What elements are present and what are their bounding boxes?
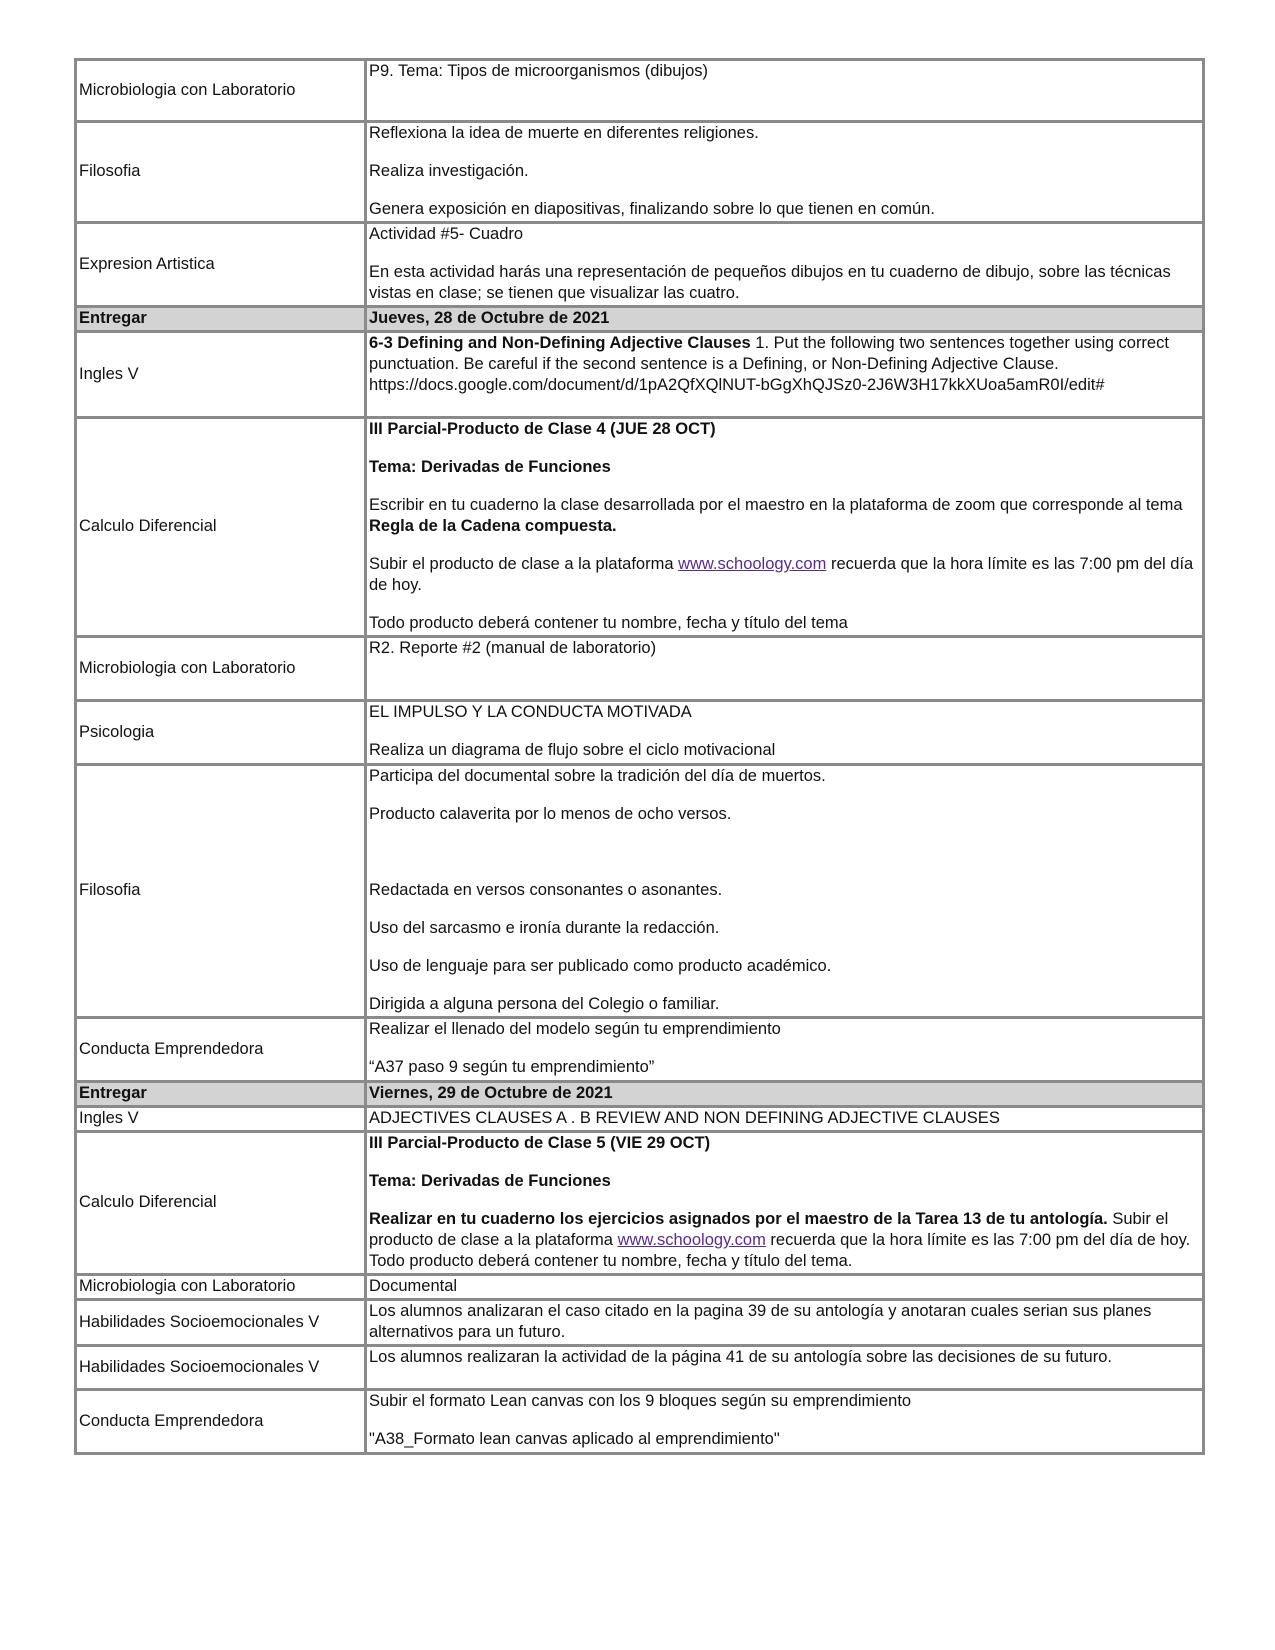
table-row	[76, 1107, 1204, 1132]
day-header-row	[76, 307, 1204, 332]
activity-cell: Los alumnos realizaran la actividad de la página 41 de su antología sobre las decisiones de su futuro.	[366, 1346, 1204, 1390]
activity-cell: Subir el formato Lean canvas con los 9 bloques según su emprendimiento "A38_Formato lean canvas aplicado al emprendimiento"	[366, 1390, 1204, 1454]
table-row	[76, 1132, 1204, 1275]
day-date: Jueves, 28 de Octubre de 2021	[366, 307, 1204, 332]
activity-cell: ADJECTIVES CLAUSES A . B REVIEW AND NON DEFINING ADJECTIVE CLAUSES	[366, 1107, 1204, 1132]
table-row	[76, 1018, 1204, 1082]
subject-cell: Expresion Artistica	[76, 223, 366, 307]
deliver-label: Entregar	[76, 1082, 366, 1107]
subject-cell: Psicologia	[76, 701, 366, 765]
activity-cell: EL IMPULSO Y LA CONDUCTA MOTIVADA Realiza un diagrama de flujo sobre el ciclo motivacional	[366, 701, 1204, 765]
subject-cell: Filosofia	[76, 122, 366, 223]
subject-cell: Conducta Emprendedora	[76, 1390, 366, 1454]
schedule-document	[74, 58, 1202, 1455]
table-row	[76, 637, 1204, 701]
activity-cell: Actividad #5- Cuadro En esta actividad harás una representación de pequeños dibujos en tu cuaderno de dibujo, sobre las técnicas vistas en clase; se tienen que visualizar las cuatro.	[366, 223, 1204, 307]
subject-cell: Habilidades Socioemocionales V	[76, 1346, 366, 1390]
table-row	[76, 701, 1204, 765]
subject-cell: Filosofia	[76, 765, 366, 1018]
subject-cell: Microbiologia con Laboratorio	[76, 60, 366, 122]
subject-cell: Calculo Diferencial	[76, 1132, 366, 1275]
table-row	[76, 1300, 1204, 1346]
day-date: Viernes, 29 de Octubre de 2021	[366, 1082, 1204, 1107]
table-row	[76, 122, 1204, 223]
day-header-row	[76, 1082, 1204, 1107]
subject-cell: Microbiologia con Laboratorio	[76, 1275, 366, 1300]
activity-cell: Participa del documental sobre la tradición del día de muertos. Producto calaverita por lo menos de ocho versos. Redactada en versos consonantes o asonantes. Uso del sarcasmo e ironía durante la redacción. Uso de lenguaje para ser publicado como producto académico. Dirigida a alguna persona del Colegio o familiar.	[366, 765, 1204, 1018]
table-row	[76, 1275, 1204, 1300]
activity-cell: III Parcial-Producto de Clase 5 (VIE 29 OCT) Tema: Derivadas de Funciones Realizar en tu cuaderno los ejercicios asignados por el maestro de la Tarea 13 de tu antología. Subir el producto de clase a la plataforma www.schoology.com recuerda que la hora límite es las 7:00 pm del día de hoy. Todo producto deberá contener tu nombre, fecha y título del tema.	[366, 1132, 1204, 1275]
table-row	[76, 223, 1204, 307]
schoology-link[interactable]: www.schoology.com	[617, 1231, 766, 1249]
activity-cell: R2. Reporte #2 (manual de laboratorio)	[366, 637, 1204, 701]
subject-cell: Ingles V	[76, 1107, 366, 1132]
activity-cell: Reflexiona la idea de muerte en diferentes religiones. Realiza investigación. Genera exposición en diapositivas, finalizando sobre lo que tienen en común.	[366, 122, 1204, 223]
schoology-link[interactable]: www.schoology.com	[678, 555, 827, 573]
table-row	[76, 765, 1204, 1018]
table-row	[76, 1346, 1204, 1390]
subject-cell: Microbiologia con Laboratorio	[76, 637, 366, 701]
deliver-label: Entregar	[76, 307, 366, 332]
schedule-table	[74, 58, 1205, 1455]
activity-cell: Los alumnos analizaran el caso citado en la pagina 39 de su antología y anotaran cuales serian sus planes alternativos para un futuro.	[366, 1300, 1204, 1346]
subject-cell: Ingles V	[76, 332, 366, 418]
subject-cell: Conducta Emprendedora	[76, 1018, 366, 1082]
table-row	[76, 60, 1204, 122]
table-row	[76, 332, 1204, 418]
activity-cell: P9. Tema: Tipos de microorganismos (dibujos)	[366, 60, 1204, 122]
activity-cell: 6-3 Defining and Non-Defining Adjective Clauses 1. Put the following two sentences together using correct punctuation. Be careful if the second sentence is a Defining, or Non-Defining Adjective Clause. https://docs.google.com/document/d/1pA2QfXQlNUT-bGgXhQJSz0-2J6W3H17kkXUoa5amR0I/edit#	[366, 332, 1204, 418]
subject-cell: Habilidades Socioemocionales V	[76, 1300, 366, 1346]
activity-cell: Realizar el llenado del modelo según tu emprendimiento “A37 paso 9 según tu emprendimiento”	[366, 1018, 1204, 1082]
table-row	[76, 418, 1204, 637]
activity-cell: III Parcial-Producto de Clase 4 (JUE 28 OCT) Tema: Derivadas de Funciones Escribir en tu cuaderno la clase desarrollada por el maestro en la plataforma de zoom que corresponde al tema Regla de la Cadena compuesta. Subir el producto de clase a la plataforma www.schoology.com recuerda que la hora límite es las 7:00 pm del día de hoy. Todo producto deberá contener tu nombre, fecha y título del tema	[366, 418, 1204, 637]
subject-cell: Calculo Diferencial	[76, 418, 366, 637]
activity-cell: Documental	[366, 1275, 1204, 1300]
table-row	[76, 1390, 1204, 1454]
